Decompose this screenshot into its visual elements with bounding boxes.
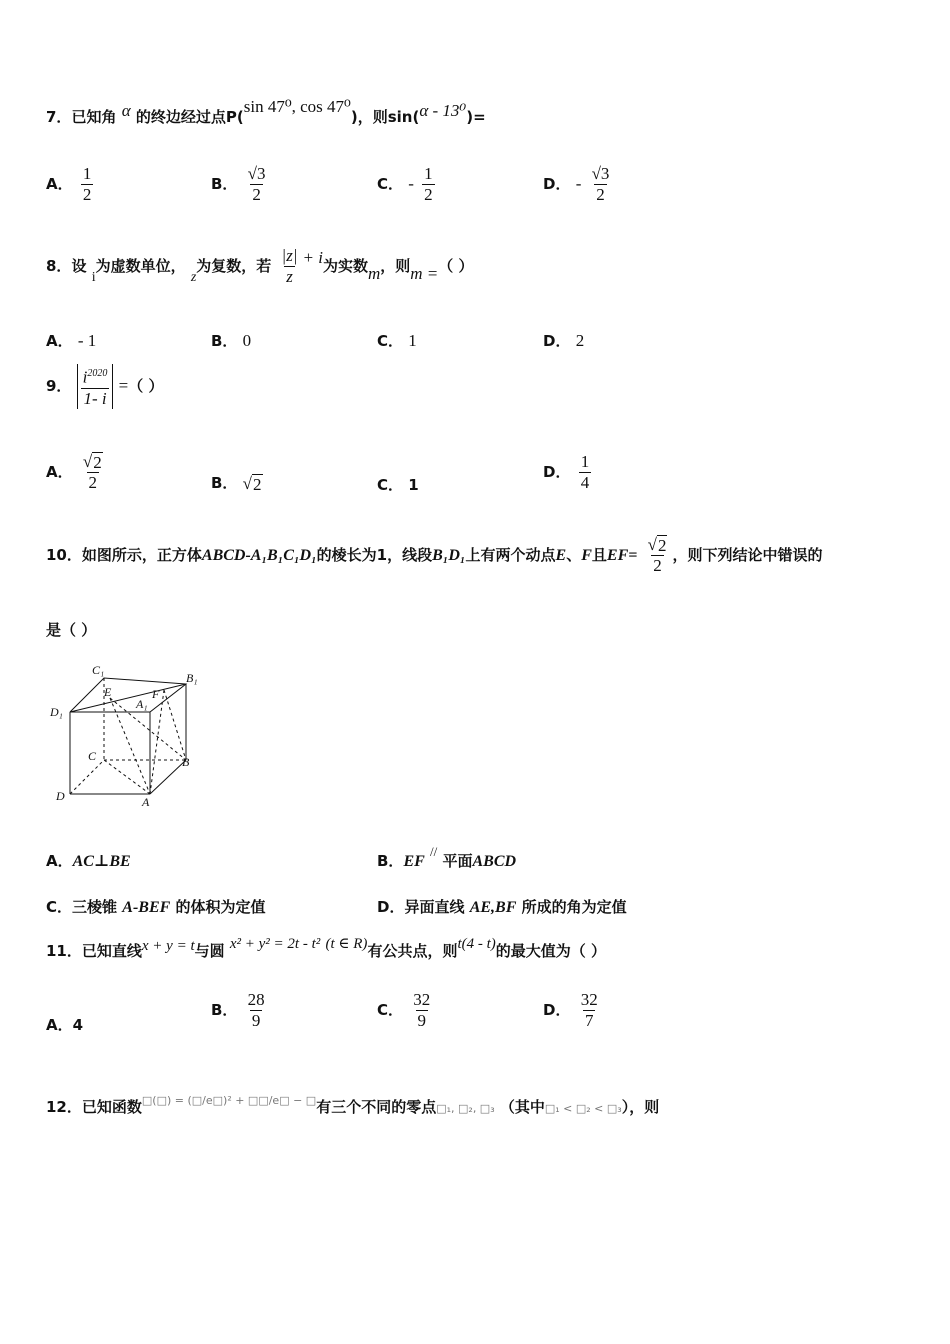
- option-label: D．: [377, 898, 405, 916]
- line-fa: [150, 690, 164, 794]
- frac-num: 2: [93, 453, 102, 472]
- q10-option-c[interactable]: [46, 896, 266, 917]
- frac-den: 2: [82, 185, 92, 204]
- option-label: A．: [46, 463, 73, 481]
- question-number: 11．: [46, 942, 82, 960]
- answer-paren: （ ）: [128, 376, 164, 395]
- minus-sign: -: [408, 174, 414, 193]
- frac-den: 4: [580, 473, 590, 492]
- option-text: AC⊥BE: [72, 853, 131, 870]
- q9-option-b[interactable]: B． √ 2: [211, 473, 262, 494]
- order-image: □₁ < □₂ < □₃: [544, 1102, 622, 1115]
- option-label: C．: [377, 332, 404, 350]
- option-label: A．: [46, 332, 73, 350]
- z-symbol: z: [190, 270, 197, 285]
- q7-text: 已知角: [71, 108, 117, 126]
- option-text: ABCD: [472, 853, 517, 870]
- option-label: C．: [377, 476, 404, 494]
- q7-point-label: P(: [225, 108, 244, 126]
- q11-text: 已知直线: [81, 942, 142, 960]
- label-d1: D₁: [50, 705, 63, 719]
- question-number: 9．: [46, 376, 72, 395]
- function-image: □(□) = (□/e□)² + □□/e□ − □: [141, 1094, 317, 1107]
- exponent: 2020: [87, 368, 108, 379]
- option-text: EF: [403, 853, 425, 870]
- option-label: B．: [211, 175, 238, 193]
- option-label: C．: [46, 898, 73, 916]
- frac-num: 2: [657, 536, 667, 555]
- q9-option-a[interactable]: A． √ 2 2: [46, 452, 102, 492]
- option-text: AE,BF: [469, 899, 517, 916]
- q9-option-c[interactable]: [377, 474, 419, 495]
- question-number: 8．: [46, 257, 72, 275]
- frac-den: 9: [417, 1011, 426, 1030]
- frac-num: 1: [580, 452, 590, 471]
- ef-label: EF=: [606, 547, 638, 564]
- minus-sign: -: [575, 174, 582, 193]
- top-face: [70, 678, 186, 712]
- q12-text: ），则: [621, 1098, 660, 1116]
- option-label: C．: [377, 1001, 404, 1019]
- question-number: 12．: [46, 1098, 82, 1116]
- q10-text: 的棱长为1，线段: [316, 546, 433, 564]
- question-12: [46, 1096, 659, 1117]
- option-label: B．: [377, 852, 404, 870]
- q11-text: 有公共点，则: [367, 942, 458, 960]
- option-label: B．: [211, 332, 238, 350]
- label-b1: B₁: [186, 671, 198, 685]
- option-label: B．: [211, 1001, 238, 1019]
- frac-num: √3: [247, 164, 266, 183]
- q10-option-b[interactable]: [377, 844, 517, 871]
- frac-num: 28: [247, 990, 265, 1009]
- q10-text: ，则下列结论中错误的: [672, 546, 823, 564]
- abs-value: [77, 364, 114, 409]
- q8-text: 设: [71, 257, 87, 275]
- frac-den: 2: [424, 185, 433, 204]
- option-value: 4: [72, 1016, 84, 1034]
- q9-option-d[interactable]: [543, 452, 594, 493]
- q8-option-b[interactable]: [211, 330, 251, 351]
- expression: t(4 - t): [457, 936, 496, 952]
- q12-text: 已知函数: [81, 1098, 142, 1116]
- label-e: E: [104, 685, 112, 699]
- option-value: 1: [408, 476, 419, 494]
- m-equals: m =: [410, 264, 439, 283]
- q11-text: 与圆: [194, 942, 225, 960]
- option-value: - 1: [77, 331, 97, 350]
- q8-text: 为复数，若: [196, 257, 272, 275]
- cube-name: ABCD-A₁B₁C₁D₁: [201, 547, 317, 564]
- label-c: C: [88, 749, 97, 763]
- question-number: 10．: [46, 546, 82, 564]
- option-label: B．: [211, 474, 238, 492]
- q10-text: 上有两个动点: [465, 546, 556, 564]
- edge-dc: [70, 760, 104, 794]
- q8-text: ，则: [380, 257, 411, 275]
- q7-text: )，则: [350, 108, 388, 126]
- condition: (t ∈ R): [325, 936, 368, 952]
- frac-den: 2: [252, 185, 261, 204]
- q7-option-a[interactable]: [46, 164, 96, 205]
- plus-i: + i: [302, 248, 323, 267]
- option-text: 异面直线: [404, 898, 465, 916]
- question-10: 10．如图所示，正方体ABCD-A₁B₁C₁D₁的棱长为1，线段B₁D₁上有两个动点E、F且EF= √ 2 2 ，则下列结论中错误的: [46, 535, 823, 575]
- q8-option-c[interactable]: [377, 330, 417, 351]
- option-label: A．: [46, 852, 73, 870]
- question-8: [46, 246, 474, 287]
- question-number: 7．: [46, 108, 72, 126]
- q7-option-d[interactable]: [543, 164, 614, 205]
- label-a: A: [142, 795, 150, 809]
- label-b: B: [182, 755, 190, 769]
- q7-option-c[interactable]: [377, 164, 438, 205]
- q11-option-a[interactable]: [46, 1014, 83, 1035]
- option-label: D．: [543, 175, 571, 193]
- q8-option-d[interactable]: [543, 330, 584, 351]
- frac-den: z: [286, 267, 293, 286]
- q10-text: 且: [591, 546, 607, 564]
- question-7: [46, 97, 486, 127]
- q7-point-coords: sin 47⁰, cos 47⁰: [243, 97, 351, 116]
- option-value: 1: [408, 331, 417, 350]
- parallel-symbol: //: [430, 844, 438, 859]
- option-value: 2: [575, 331, 585, 350]
- line-equation: x + y = t: [141, 938, 195, 954]
- option-text: 三棱锥: [72, 898, 118, 916]
- frac-num: i: [82, 367, 88, 387]
- q11-option-d[interactable]: [543, 990, 603, 1031]
- option-label: D．: [543, 332, 571, 350]
- point-f: F: [581, 547, 592, 564]
- q8-text: 为虚数单位，: [95, 257, 186, 275]
- option-label: D．: [543, 1001, 571, 1019]
- question-9: [46, 364, 163, 409]
- option-label: D．: [543, 463, 571, 481]
- frac-den: 7: [584, 1011, 594, 1030]
- frac-den: 2: [88, 473, 98, 492]
- q7-sin: sin(: [387, 108, 420, 126]
- equals-sign: =: [118, 375, 129, 395]
- alpha-symbol: α: [121, 101, 131, 120]
- option-value: 2: [253, 474, 262, 494]
- option-text: 的体积为定值: [175, 898, 266, 916]
- q7-text: )=: [466, 108, 486, 126]
- option-text: A-BEF: [122, 899, 171, 916]
- frac-den: 1- i: [83, 388, 107, 408]
- q12-text: 有三个不同的零点: [316, 1098, 437, 1116]
- circle-equation: x² + y² = 2t - t²: [229, 936, 321, 952]
- edge-ab: [150, 760, 186, 794]
- option-text: 所成的角为定值: [521, 898, 627, 916]
- frac-num: 1: [82, 164, 92, 183]
- question-10-line2: 是（ ）: [46, 621, 97, 639]
- point-e: E: [555, 547, 567, 564]
- q10-text: 如图所示，正方体: [81, 546, 202, 564]
- separator: 、: [566, 546, 582, 564]
- option-text: 平面: [442, 852, 473, 870]
- q7-text: 的终边经过点: [135, 108, 226, 126]
- q10-option-a[interactable]: [46, 850, 131, 871]
- q10-option-d[interactable]: [377, 896, 627, 917]
- i-symbol: i: [91, 270, 96, 285]
- q8-text: 为实数: [322, 257, 368, 275]
- q11-text: 的最大值为（ ）: [495, 942, 607, 960]
- frac-num: 1: [424, 164, 433, 183]
- label-c1: C₁: [92, 663, 105, 677]
- q7-option-b[interactable]: [211, 164, 271, 205]
- frac-den: 9: [251, 1011, 261, 1030]
- q7-expr: α - 13⁰: [419, 101, 467, 120]
- option-label: C．: [377, 175, 404, 193]
- q12-text: （其中: [499, 1098, 545, 1116]
- frac-num: √3: [591, 164, 610, 183]
- answer-paren: （ ）: [438, 257, 474, 275]
- segment-name: B₁D₁: [432, 547, 466, 564]
- frac-num: 32: [413, 990, 431, 1009]
- option-label: A．: [46, 1016, 73, 1034]
- m-symbol: m: [367, 264, 381, 283]
- line-eb: [110, 698, 186, 760]
- frac-num: 32: [580, 990, 598, 1009]
- cube-figure: [46, 660, 216, 810]
- line-fb: [164, 690, 186, 760]
- label-f: F: [152, 687, 160, 701]
- option-value: 0: [242, 331, 252, 350]
- frac-den: 2: [596, 185, 605, 204]
- q11-option-b[interactable]: [211, 990, 270, 1031]
- frac-num: |z|: [281, 246, 298, 265]
- zeros-image: □₁, □₂, □₃: [436, 1102, 495, 1115]
- q8-option-a[interactable]: [46, 330, 96, 351]
- frac-den: 2: [653, 556, 662, 575]
- q11-option-c[interactable]: [377, 990, 435, 1031]
- option-label: A．: [46, 175, 73, 193]
- question-11: [46, 936, 607, 961]
- label-d: D: [56, 789, 65, 803]
- label-a1: A₁: [136, 697, 148, 711]
